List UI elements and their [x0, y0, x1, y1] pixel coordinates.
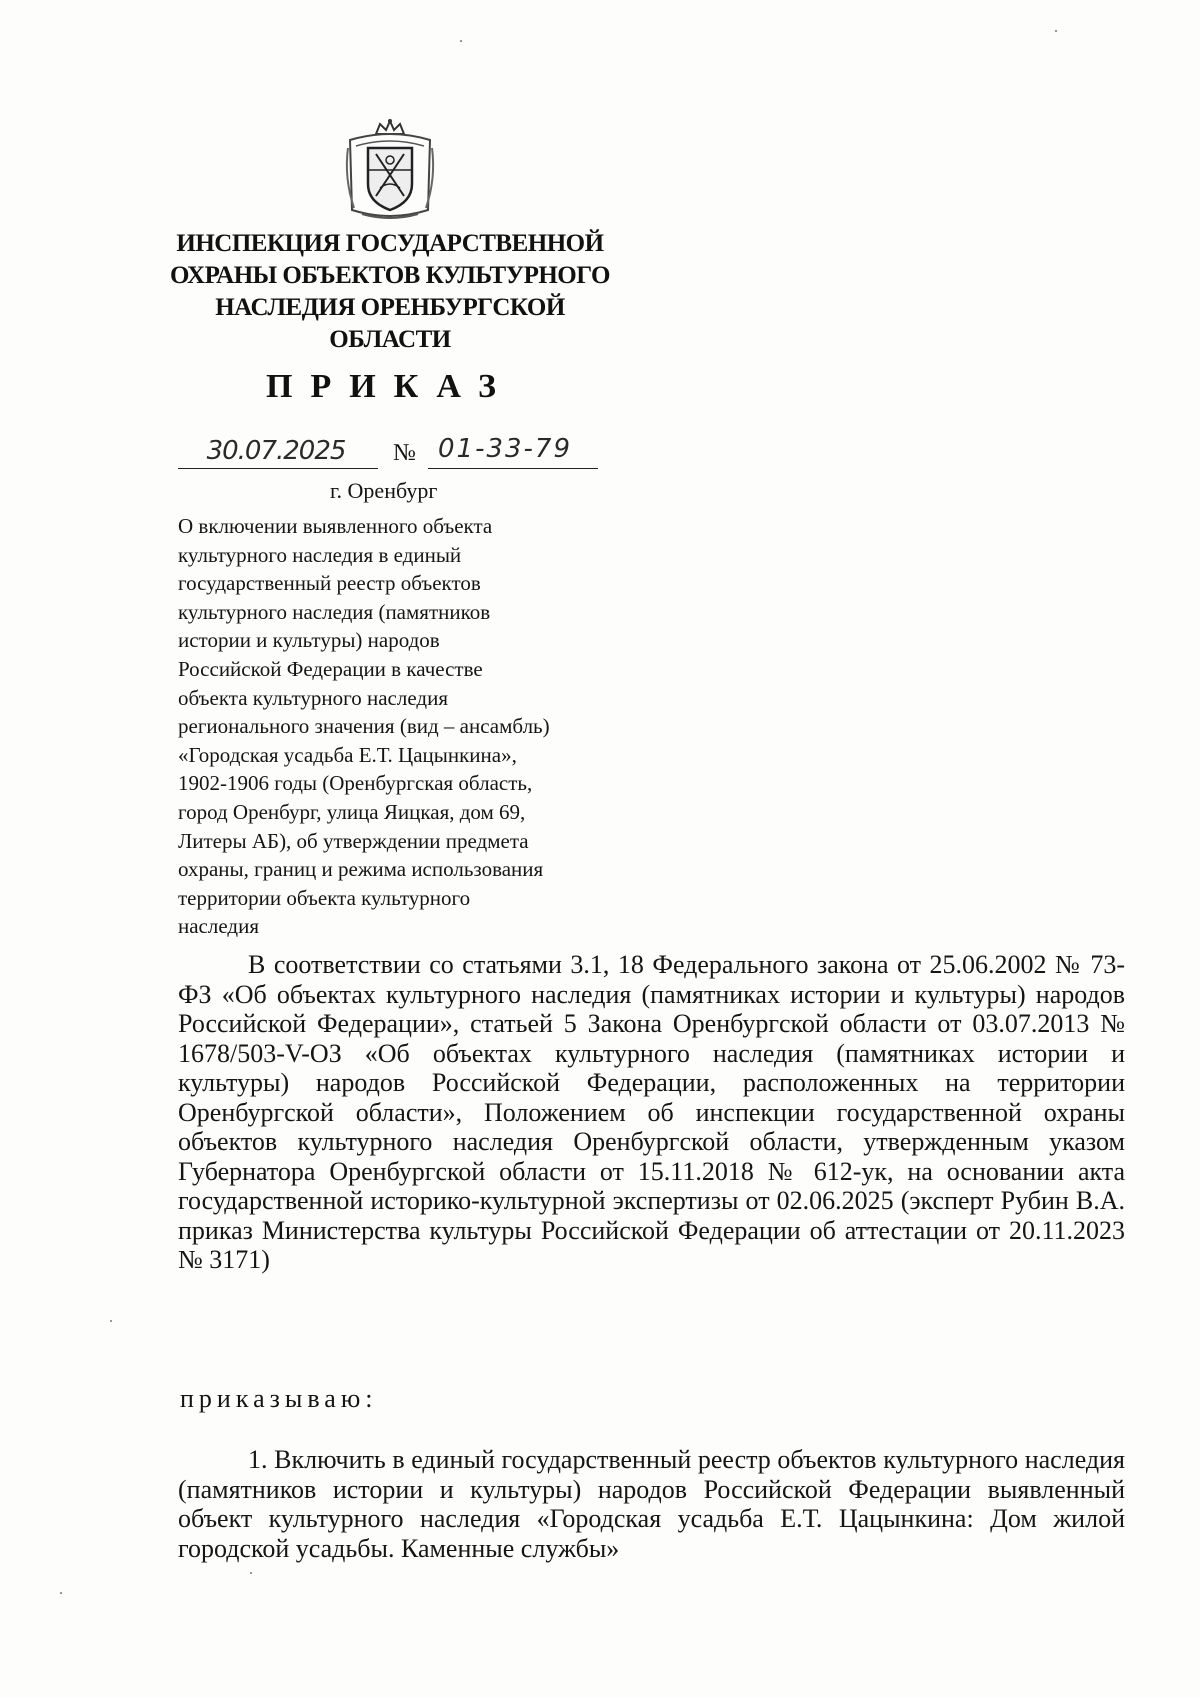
scan-speck [460, 40, 462, 42]
number-underline [428, 468, 598, 469]
handwritten-number: 01-33-79 [437, 434, 572, 464]
scan-speck [250, 1572, 252, 1574]
org-line-1: ИНСПЕКЦИЯ ГОСУДАРСТВЕННОЙ [176, 230, 604, 257]
order-verb: приказываю: [180, 1384, 378, 1413]
preamble-paragraph: В соответствии со статьями 3.1, 18 Федерального закона от 25.06.2002 № 73-ФЗ «Об объектах культурного наследия (памятниках истории и культуры) народов Российской Федерации», статьей 5 Закона Оренбургской области от 03.07.2013 № 1678/503-V-ОЗ «Об объектах культурного наследия (памятниках истории и культуры) народов Российской Федерации, расположенных на территории Оренбургской области», Положением об инспекции государственной охраны объектов культурного наследия Оренбургской области, утвержденным указом Губернатора Оренбургской области от 15.11.2018 № 612-ук, на основании акта государственной историко-культурной экспертизы от 02.06.2025 (эксперт Рубин В.А. приказ Министерства культуры Российской Федерации об аттестации от 20.11.2023 № 3171) [178, 950, 1125, 1274]
scan-speck [110, 1320, 112, 1322]
order-subject: О включении выявленного объекта культурного наследия в единый государственный реестр объектов культурного наследия (памятников истории и культуры) народов Российской Федерации в качестве объекта культурного наследия регионального значения (вид – ансамбль) «Городская усадьба Е.Т. Цацынкина», 1902-1906 годы (Оренбургская область, город Оренбург, улица Яицкая, дом 69, Литеры АБ), об утверждении предмета охраны, границ и режима использования территории объекта культурного наследия [178, 514, 550, 939]
org-line-2: ОХРАНЫ ОБЪЕКТОВ КУЛЬТУРНОГО [170, 262, 610, 289]
org-line-3: НАСЛЕДИЯ ОРЕНБУРГСКОЙ [215, 294, 565, 321]
order-item-1: 1. Включить в единый государственный реестр объектов культурного наследия (памятников истории и культуры) народов Российской Федерации выявленный объект культурного наследия «Городская усадьба Е.Т. Цацынкина: Дом жилой городской усадьбы. Каменные службы» [178, 1445, 1125, 1563]
number-sign: № [393, 440, 416, 466]
organization-name [155, 228, 625, 356]
date-underline [178, 468, 378, 469]
handwritten-date: 30.07.2025 [206, 436, 346, 466]
document-type-title: ПРИКАЗ [266, 368, 514, 405]
scan-speck [1055, 30, 1057, 32]
date-number-row [178, 434, 608, 474]
city-name: г. Оренбург [330, 478, 438, 503]
coat-of-arms-icon [342, 118, 438, 222]
org-line-4: ОБЛАСТИ [329, 326, 451, 353]
scan-speck [60, 1592, 62, 1594]
